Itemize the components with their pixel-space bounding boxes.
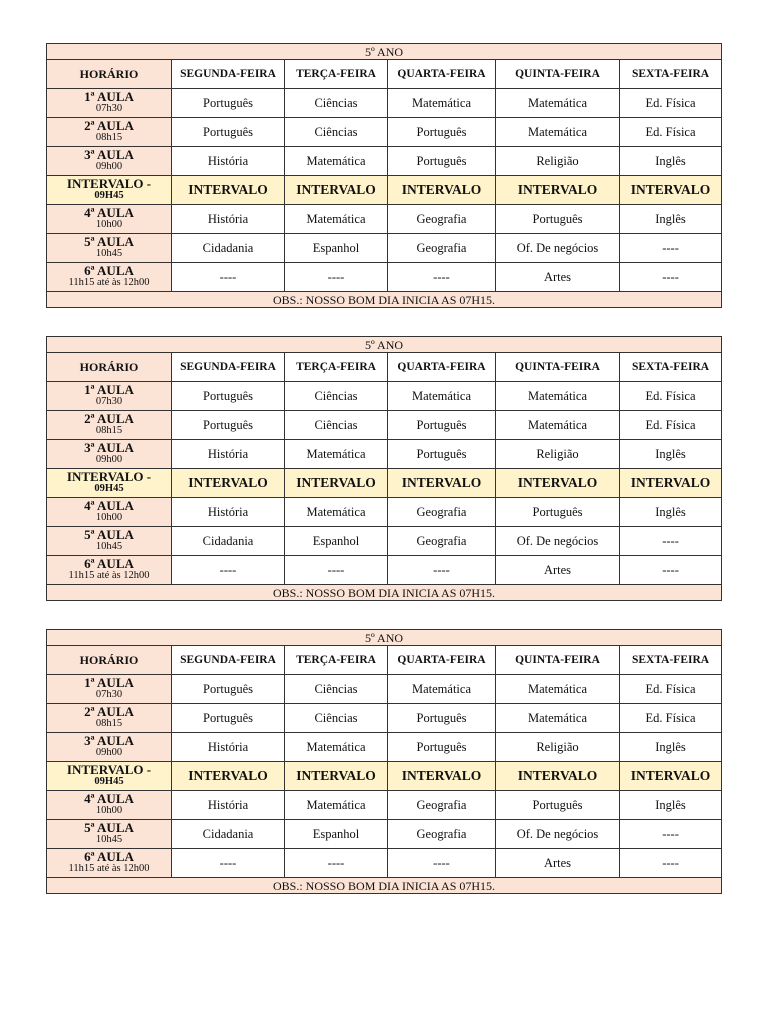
table-row (47, 382, 722, 411)
subject-cell: ---- (285, 849, 388, 878)
subject-cell: Inglês (620, 733, 722, 762)
subject-cell: Ed. Física (620, 382, 722, 411)
slot-time: 11h15 até às 12h00 (68, 570, 150, 581)
time-slot (47, 263, 172, 292)
interval-cell: INTERVALO (388, 176, 496, 205)
subject-cell: Português (496, 498, 620, 527)
slot-label: 4ª AULA (84, 205, 134, 220)
subject-cell: Ciências (285, 118, 388, 147)
header-day: TERÇA-FEIRA (285, 646, 388, 675)
slot-label: 2ª AULA (84, 704, 134, 719)
header-day: QUINTA-FEIRA (496, 646, 620, 675)
header-day: SEXTA-FEIRA (620, 353, 722, 382)
subject-cell: Matemática (285, 147, 388, 176)
subject-cell: Ed. Física (620, 704, 722, 733)
time-slot (47, 469, 172, 498)
slot-time: 07h30 (95, 396, 123, 407)
slot-label: INTERVALO - (66, 469, 152, 484)
header-day: TERÇA-FEIRA (285, 353, 388, 382)
subject-cell: Português (172, 118, 285, 147)
subject-cell: Português (388, 733, 496, 762)
interval-cell: INTERVALO (620, 176, 722, 205)
table-row (47, 176, 722, 205)
table-row (47, 733, 722, 762)
subject-cell: História (172, 205, 285, 234)
slot-label: 3ª AULA (84, 733, 134, 748)
header-day: QUARTA-FEIRA (388, 60, 496, 89)
schedule-table (46, 336, 722, 601)
subject-cell: Matemática (388, 89, 496, 118)
subject-cell: Matemática (496, 89, 620, 118)
obs-note: OBS.: NOSSO BOM DIA INICIA AS 07H15. (47, 292, 722, 308)
interval-cell: INTERVALO (172, 469, 285, 498)
slot-time: 11h15 até às 12h00 (68, 277, 150, 288)
subject-cell: Inglês (620, 205, 722, 234)
slot-time: 09h00 (95, 747, 123, 758)
table-row (47, 469, 722, 498)
subject-cell: Cidadania (172, 234, 285, 263)
slot-label: 1ª AULA (84, 382, 134, 397)
subject-cell: ---- (172, 556, 285, 585)
subject-cell: Geografia (388, 820, 496, 849)
subject-cell: ---- (620, 820, 722, 849)
subject-cell: Português (172, 704, 285, 733)
table-row (47, 704, 722, 733)
subject-cell: Ed. Física (620, 89, 722, 118)
time-slot (47, 382, 172, 411)
header-horario: HORÁRIO (47, 646, 172, 675)
subject-cell: Matemática (285, 440, 388, 469)
subject-cell: ---- (388, 263, 496, 292)
slot-label: 5ª AULA (84, 234, 134, 249)
slot-time: 11h15 até às 12h00 (68, 863, 150, 874)
interval-cell: INTERVALO (620, 469, 722, 498)
time-slot (47, 411, 172, 440)
subject-cell: ---- (285, 263, 388, 292)
slot-label: 1ª AULA (84, 89, 134, 104)
header-day: SEXTA-FEIRA (620, 60, 722, 89)
slot-label: 6ª AULA (84, 849, 134, 864)
subject-cell: Espanhol (285, 527, 388, 556)
time-slot (47, 820, 172, 849)
time-slot (47, 440, 172, 469)
time-slot (47, 498, 172, 527)
interval-cell: INTERVALO (388, 469, 496, 498)
subject-cell: Geografia (388, 527, 496, 556)
subject-cell: Ed. Física (620, 675, 722, 704)
table-row (47, 849, 722, 878)
slot-label: 3ª AULA (84, 147, 134, 162)
subject-cell: ---- (620, 263, 722, 292)
header-horario: HORÁRIO (47, 353, 172, 382)
table-row (47, 791, 722, 820)
interval-cell: INTERVALO (172, 762, 285, 791)
subject-cell: ---- (620, 849, 722, 878)
subject-cell: Matemática (496, 382, 620, 411)
subject-cell: Ciências (285, 675, 388, 704)
table-row (47, 820, 722, 849)
header-day: QUINTA-FEIRA (496, 353, 620, 382)
slot-time: 08h15 (95, 132, 123, 143)
time-slot (47, 733, 172, 762)
subject-cell: Artes (496, 849, 620, 878)
slot-label: 5ª AULA (84, 527, 134, 542)
subject-cell: Português (172, 89, 285, 118)
table-row (47, 89, 722, 118)
table-row (47, 762, 722, 791)
slot-label: 4ª AULA (84, 791, 134, 806)
table-title: 5º ANO (47, 44, 722, 60)
table-row (47, 498, 722, 527)
header-day: SEGUNDA-FEIRA (172, 646, 285, 675)
slot-time: 10h45 (95, 248, 123, 259)
subject-cell: Geografia (388, 791, 496, 820)
table-row (47, 147, 722, 176)
subject-cell: Inglês (620, 498, 722, 527)
slot-time: 09H45 (94, 190, 124, 201)
subject-cell: Religião (496, 440, 620, 469)
subject-cell: Of. De negócios (496, 234, 620, 263)
header-day: TERÇA-FEIRA (285, 60, 388, 89)
subject-cell: Português (496, 791, 620, 820)
schedule-table (46, 43, 722, 308)
subject-cell: Português (388, 704, 496, 733)
subject-cell: Matemática (388, 382, 496, 411)
slot-label: 3ª AULA (84, 440, 134, 455)
subject-cell: Matemática (496, 411, 620, 440)
interval-cell: INTERVALO (388, 762, 496, 791)
time-slot (47, 118, 172, 147)
subject-cell: ---- (172, 849, 285, 878)
table-row (47, 234, 722, 263)
subject-cell: Português (172, 411, 285, 440)
time-slot (47, 791, 172, 820)
subject-cell: Ed. Física (620, 411, 722, 440)
subject-cell: Inglês (620, 791, 722, 820)
subject-cell: Matemática (285, 733, 388, 762)
slot-label: 4ª AULA (84, 498, 134, 513)
time-slot (47, 205, 172, 234)
time-slot (47, 147, 172, 176)
slot-time: 08h15 (95, 718, 123, 729)
header-day: SEXTA-FEIRA (620, 646, 722, 675)
table-row (47, 205, 722, 234)
subject-cell: Ciências (285, 411, 388, 440)
header-day: QUARTA-FEIRA (388, 646, 496, 675)
slot-time: 09H45 (94, 776, 124, 787)
subject-cell: Ed. Física (620, 118, 722, 147)
subject-cell: Matemática (285, 791, 388, 820)
subject-cell: Artes (496, 556, 620, 585)
subject-cell: Português (388, 118, 496, 147)
time-slot (47, 527, 172, 556)
subject-cell: Matemática (285, 498, 388, 527)
subject-cell: Matemática (285, 205, 388, 234)
slot-time: 08h15 (95, 425, 123, 436)
slot-time: 10h00 (95, 805, 123, 816)
interval-cell: INTERVALO (496, 176, 620, 205)
subject-cell: Português (172, 382, 285, 411)
subject-cell: História (172, 147, 285, 176)
subject-cell: Português (388, 147, 496, 176)
subject-cell: ---- (620, 234, 722, 263)
slot-label: 1ª AULA (84, 675, 134, 690)
slot-time: 10h45 (95, 834, 123, 845)
header-day: SEGUNDA-FEIRA (172, 60, 285, 89)
slot-label: 6ª AULA (84, 263, 134, 278)
subject-cell: História (172, 440, 285, 469)
interval-cell: INTERVALO (496, 469, 620, 498)
time-slot (47, 675, 172, 704)
time-slot (47, 762, 172, 791)
subject-cell: Of. De negócios (496, 820, 620, 849)
subject-cell: Matemática (388, 675, 496, 704)
slot-time: 10h45 (95, 541, 123, 552)
interval-cell: INTERVALO (285, 762, 388, 791)
table-row (47, 118, 722, 147)
slot-label: INTERVALO - (66, 762, 152, 777)
subject-cell: Matemática (496, 118, 620, 147)
time-slot (47, 704, 172, 733)
slot-time: 10h00 (95, 219, 123, 230)
subject-cell: Português (496, 205, 620, 234)
subject-cell: ---- (620, 527, 722, 556)
slot-label: 2ª AULA (84, 118, 134, 133)
header-day: SEGUNDA-FEIRA (172, 353, 285, 382)
slot-time: 07h30 (95, 103, 123, 114)
subject-cell: Matemática (496, 675, 620, 704)
slot-time: 07h30 (95, 689, 123, 700)
table-title: 5º ANO (47, 337, 722, 353)
table-row (47, 675, 722, 704)
subject-cell: Espanhol (285, 234, 388, 263)
time-slot (47, 234, 172, 263)
subject-cell: Religião (496, 733, 620, 762)
obs-note: OBS.: NOSSO BOM DIA INICIA AS 07H15. (47, 878, 722, 894)
slot-time: 09h00 (95, 161, 123, 172)
time-slot (47, 849, 172, 878)
table-row (47, 263, 722, 292)
subject-cell: ---- (620, 556, 722, 585)
time-slot (47, 556, 172, 585)
subject-cell: Cidadania (172, 527, 285, 556)
subject-cell: Geografia (388, 234, 496, 263)
subject-cell: Ciências (285, 704, 388, 733)
subject-cell: ---- (388, 556, 496, 585)
subject-cell: História (172, 791, 285, 820)
subject-cell: Espanhol (285, 820, 388, 849)
interval-cell: INTERVALO (496, 762, 620, 791)
subject-cell: Cidadania (172, 820, 285, 849)
subject-cell: Inglês (620, 440, 722, 469)
subject-cell: Matemática (496, 704, 620, 733)
subject-cell: Geografia (388, 498, 496, 527)
subject-cell: Of. De negócios (496, 527, 620, 556)
table-row (47, 556, 722, 585)
time-slot (47, 89, 172, 118)
subject-cell: Português (172, 675, 285, 704)
obs-note: OBS.: NOSSO BOM DIA INICIA AS 07H15. (47, 585, 722, 601)
schedule-table (46, 629, 722, 894)
subject-cell: Português (388, 440, 496, 469)
slot-time: 09H45 (94, 483, 124, 494)
interval-cell: INTERVALO (285, 469, 388, 498)
subject-cell: ---- (285, 556, 388, 585)
subject-cell: Português (388, 411, 496, 440)
slot-label: 5ª AULA (84, 820, 134, 835)
table-row (47, 440, 722, 469)
slot-label: 6ª AULA (84, 556, 134, 571)
subject-cell: Inglês (620, 147, 722, 176)
subject-cell: Geografia (388, 205, 496, 234)
header-day: QUARTA-FEIRA (388, 353, 496, 382)
time-slot (47, 176, 172, 205)
slot-time: 09h00 (95, 454, 123, 465)
subject-cell: História (172, 498, 285, 527)
table-row (47, 527, 722, 556)
subject-cell: Ciências (285, 89, 388, 118)
subject-cell: História (172, 733, 285, 762)
header-horario: HORÁRIO (47, 60, 172, 89)
interval-cell: INTERVALO (620, 762, 722, 791)
table-row (47, 411, 722, 440)
slot-label: INTERVALO - (66, 176, 152, 191)
interval-cell: INTERVALO (285, 176, 388, 205)
subject-cell: Ciências (285, 382, 388, 411)
table-title: 5º ANO (47, 630, 722, 646)
interval-cell: INTERVALO (172, 176, 285, 205)
header-day: QUINTA-FEIRA (496, 60, 620, 89)
slot-label: 2ª AULA (84, 411, 134, 426)
subject-cell: ---- (388, 849, 496, 878)
subject-cell: ---- (172, 263, 285, 292)
subject-cell: Religião (496, 147, 620, 176)
slot-time: 10h00 (95, 512, 123, 523)
subject-cell: Artes (496, 263, 620, 292)
